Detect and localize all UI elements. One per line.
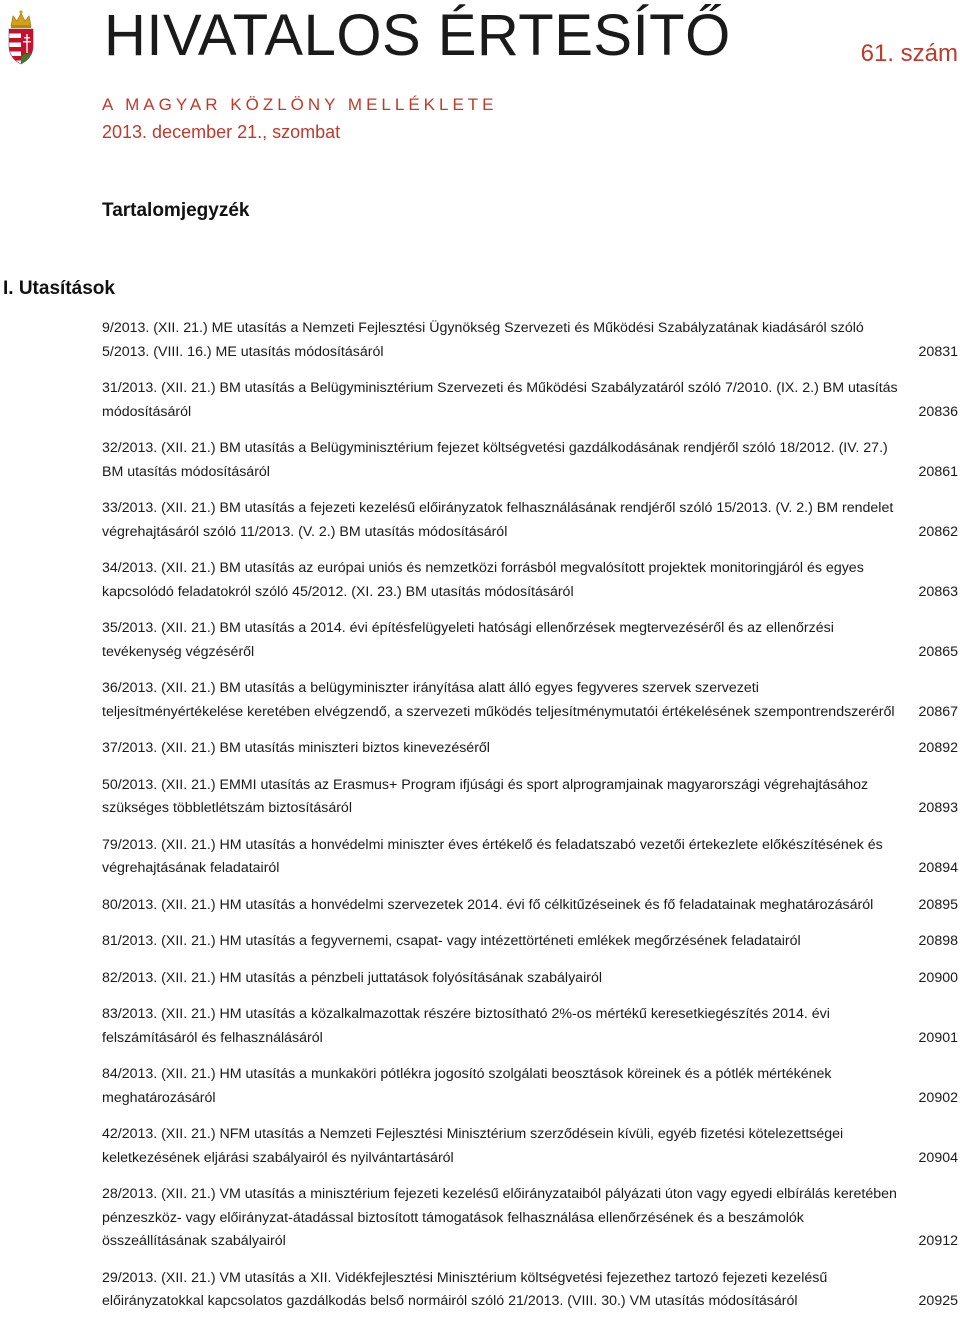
toc-entries bbox=[102, 317, 958, 1327]
toc-entry-page: 20925 bbox=[918, 1293, 958, 1309]
toc-entry-title: 32/2013. (XII. 21.) BM utasítás a Belügyminisztérium fejezet költségvetési gazdálkodásának rendjéről szóló 18/2012. (IV. 27.) BM utasítás módosításáról bbox=[102, 440, 888, 480]
toc-entry-page: 20898 bbox=[918, 933, 958, 949]
toc-entry-title: 37/2013. (XII. 21.) BM utasítás miniszteri biztos kinevezéséről bbox=[102, 740, 490, 756]
toc-entry-title: 34/2013. (XII. 21.) BM utasítás az európai uniós és nemzetközi forrásból megvalósított projektek monitoringjáról és egyes kapcsolódó feladatokról szóló 45/2012. (XI. 23.) BM utasítás módosításáról bbox=[102, 560, 864, 600]
toc-entry[interactable] bbox=[102, 317, 958, 364]
toc-entry[interactable] bbox=[102, 774, 958, 821]
toc-entry-page: 20862 bbox=[918, 523, 958, 540]
publication-date: 2013. december 21., szombat bbox=[102, 122, 341, 142]
toc-entry-title: 9/2013. (XII. 21.) ME utasítás a Nemzeti Fejlesztési Ügynökség Szervezeti és Működési Szabályzatának kiadásáról szóló 5/2013. (VIII. 16.) ME utasítás módosításáról bbox=[102, 320, 864, 360]
toc-entry[interactable] bbox=[102, 677, 958, 724]
toc-entry-title: 36/2013. (XII. 21.) BM utasítás a belügyminiszter irányítása alatt álló egyes fegyveres szervek szervezeti teljesítményértékelése keretében elvégzendő, a szervezeti működés teljesítménymutatói értékelésének szempontrendszeréről bbox=[102, 680, 895, 720]
toc-entry[interactable] bbox=[102, 1003, 958, 1050]
toc-entry[interactable] bbox=[102, 1267, 958, 1314]
toc-entry[interactable] bbox=[102, 437, 958, 484]
toc-heading: Tartalomjegyzék bbox=[102, 200, 250, 221]
toc-entry-title: 33/2013. (XII. 21.) BM utasítás a fejezeti kezelésű előirányzatok felhasználásának rendjéről szóló 15/2013. (V. 2.) BM rendelet végrehajtásáról szóló 11/2013. (V. 2.) BM utasítás módosításáról bbox=[102, 500, 894, 540]
toc-entry-page: 20863 bbox=[918, 583, 958, 600]
toc-entry[interactable] bbox=[102, 1183, 958, 1254]
toc-entry-title: 79/2013. (XII. 21.) HM utasítás a honvédelmi miniszter éves értékelő és feladatszabó vezetői értekezlete előkészítésének és végrehajtásának feladatairól bbox=[102, 836, 883, 876]
toc-entry[interactable] bbox=[102, 617, 958, 664]
toc-entry-title: 50/2013. (XII. 21.) EMMI utasítás az Erasmus+ Program ifjúsági és sport alprogramjainak magyarországi végrehajtásához szükséges többletlétszám biztosításáról bbox=[102, 776, 869, 816]
toc-entry-title: 28/2013. (XII. 21.) VM utasítás a minisztérium fejezeti kezelésű előirányzataiból pályázati úton vagy egyedi elbírálás keretében pénzeszköz- vagy előirányzat-átadással biztosított támogatások felhasználása ellenőrzésének és a beszámolók összeállításának szabályairól bbox=[102, 1186, 897, 1249]
toc-entry-title: 35/2013. (XII. 21.) BM utasítás a 2014. évi építésfelügyeleti hatósági ellenőrzések megtervezéséről és az ellenőrzési tevékenység végzéséről bbox=[102, 620, 834, 660]
toc-entry-title: 84/2013. (XII. 21.) HM utasítás a munkaköri pótlékra jogosító szolgálati beosztások köreinek és a pótlék mértékének meghatározásáról bbox=[102, 1066, 832, 1106]
toc-entry-page: 20831 bbox=[918, 343, 958, 360]
toc-entry-page: 20895 bbox=[918, 896, 958, 913]
toc-entry-page: 20836 bbox=[918, 403, 958, 420]
toc-entry-page: 20901 bbox=[918, 1029, 958, 1046]
toc-entry-page: 20893 bbox=[918, 800, 958, 816]
toc-entry[interactable] bbox=[102, 967, 958, 991]
section-heading: I. Utasítások bbox=[3, 278, 115, 299]
toc-entry[interactable] bbox=[102, 1063, 958, 1110]
toc-entry-page: 20902 bbox=[918, 1089, 958, 1106]
toc-entry[interactable] bbox=[102, 1123, 958, 1170]
toc-entry[interactable] bbox=[102, 737, 958, 761]
toc-entry-title: 31/2013. (XII. 21.) BM utasítás a Belügyminisztérium Szervezeti és Működési Szabályzatáról szóló 7/2010. (IX. 2.) BM utasítás módosításáról bbox=[102, 380, 898, 420]
toc-entry-title: 80/2013. (XII. 21.) HM utasítás a honvédelmi szervezetek 2014. évi fő célkitűzéseinek és fő feladatainak meghatározásáról bbox=[102, 896, 874, 913]
toc-entry[interactable] bbox=[102, 834, 958, 881]
toc-entry[interactable] bbox=[102, 894, 958, 918]
toc-entry-page: 20865 bbox=[918, 643, 958, 660]
toc-entry[interactable] bbox=[102, 497, 958, 544]
toc-entry-page: 20900 bbox=[918, 969, 958, 986]
toc-entry-page: 20904 bbox=[918, 1149, 958, 1166]
issue-number: 61. szám bbox=[860, 40, 958, 67]
toc-entry-page: 20912 bbox=[918, 1233, 958, 1249]
toc-entry-title: 83/2013. (XII. 21.) HM utasítás a közalkalmazottak részére biztosítható 2%-os mértékű keresetkiegészítés 2014. évi felszámításáról és felhasználásáról bbox=[102, 1006, 830, 1046]
toc-entry-page: 20861 bbox=[918, 463, 958, 480]
publication-title: HIVATALOS ÉRTESÍTŐ bbox=[104, 3, 731, 68]
hungarian-coat-of-arms-icon bbox=[6, 8, 36, 68]
toc-entry-title: 29/2013. (XII. 21.) VM utasítás a XII. Vidékfejlesztési Minisztérium költségvetési fejezethez tartozó fejezeti kezelésű előirányzatokkal kapcsolatos gazdálkodás belső normáiról szóló 21/2013. (VIII. 30.) VM utasítás módosításáról bbox=[102, 1269, 828, 1309]
toc-entry-title: 81/2013. (XII. 21.) HM utasítás a fegyvernemi, csapat- vagy intézettörténeti emlékek megőrzésének feladatairól bbox=[102, 933, 801, 949]
publication-subtitle: A MAGYAR KÖZLÖNY MELLÉKLETE bbox=[102, 95, 498, 114]
toc-entry[interactable] bbox=[102, 930, 958, 954]
toc-entry-page: 20894 bbox=[918, 860, 958, 876]
toc-entry[interactable] bbox=[102, 377, 958, 424]
toc-entry-title: 82/2013. (XII. 21.) HM utasítás a pénzbeli juttatások folyósításának szabályairól bbox=[102, 969, 602, 986]
toc-entry[interactable] bbox=[102, 557, 958, 604]
toc-entry-page: 20867 bbox=[918, 703, 958, 720]
toc-entry-page: 20892 bbox=[918, 740, 958, 756]
toc-entry-title: 42/2013. (XII. 21.) NFM utasítás a Nemzeti Fejlesztési Minisztérium szerződésein kívüli, egyéb fizetési kötelezettségei keletkezésének eljárási szabályairól és nyilvántartásáról bbox=[102, 1126, 844, 1166]
